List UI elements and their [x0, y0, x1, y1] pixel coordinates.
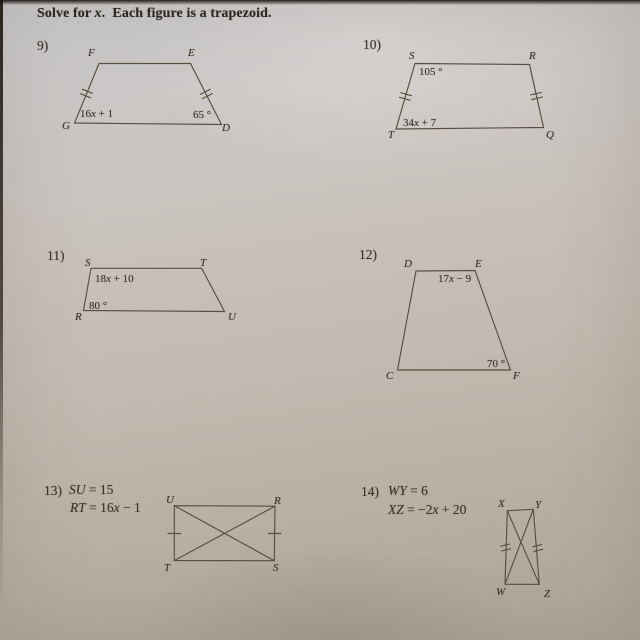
trapezoid-outline: [398, 271, 511, 371]
expr-part: 18: [95, 273, 106, 285]
vertex-label-G: G: [62, 120, 70, 132]
vertex-label-Y: Y: [535, 499, 542, 511]
figure-12-trapezoid: [398, 271, 511, 371]
eqn-part: = 6: [406, 483, 428, 498]
angle-expression-E: [438, 273, 471, 285]
given-equation-XZ: [388, 503, 466, 518]
vertex-label-E: E: [475, 258, 482, 270]
vertex-label-D: D: [222, 122, 230, 134]
photo-edge-top: [0, 0, 640, 5]
problem-number: 12): [359, 247, 377, 262]
expr-part: 34: [403, 117, 414, 129]
vertex-label-T: T: [164, 562, 171, 574]
expr-part: + 7: [418, 117, 437, 129]
vertex-label-S: S: [409, 50, 415, 62]
vertex-label-F: F: [88, 47, 95, 59]
vertex-label-S: S: [85, 257, 91, 269]
given-equation-WY: [388, 484, 428, 499]
figure-14-trapezoid: [501, 509, 543, 584]
expr-part: + 1: [95, 108, 114, 120]
vertex-label-F: F: [513, 370, 520, 382]
title-text: . Each figure is a trapezoid.: [101, 6, 272, 21]
problem-number: 13): [44, 483, 62, 498]
expr-part: + 10: [110, 273, 134, 285]
vertex-label-R: R: [75, 311, 82, 323]
eqn-part: − 1: [119, 500, 141, 515]
vertex-label-U: U: [228, 311, 236, 323]
vertex-label-Q: Q: [546, 129, 554, 141]
eqn-part: = −2: [403, 502, 433, 517]
eqn-part: = 15: [85, 482, 114, 497]
eqn-variable: x: [113, 500, 120, 515]
title-text: Solve for: [37, 6, 95, 21]
expr-part: 16: [80, 108, 91, 120]
given-equation-RT: [70, 501, 141, 516]
problem-number: 11): [47, 248, 65, 263]
vertex-label-D: D: [404, 258, 412, 270]
photo-edge-left: [0, 0, 3, 640]
diagonal-YW: [505, 509, 533, 584]
problem-number: 14): [361, 484, 379, 499]
vertex-label-T: T: [388, 129, 395, 141]
angle-measure-F: 70 °: [487, 358, 506, 370]
expr-part: − 9: [453, 273, 472, 285]
vertex-label-T: T: [200, 257, 207, 269]
angle-measure-R: 80 °: [89, 300, 108, 312]
expr-variable: x: [414, 117, 419, 129]
vertex-label-E: E: [188, 47, 195, 59]
vertex-label-X: X: [498, 498, 505, 510]
figure-13-trapezoid: [168, 506, 281, 561]
vertex-label-W: W: [496, 586, 506, 598]
eqn-part: = 16: [85, 500, 114, 515]
problem-number: 9): [37, 38, 49, 53]
eqn-variable: RT: [70, 500, 86, 515]
eqn-variable: x: [432, 502, 439, 517]
angle-expression-S: [95, 273, 134, 285]
eqn-variable: WY: [388, 483, 407, 498]
eqn-variable: SU: [69, 482, 86, 497]
expr-variable: x: [449, 273, 454, 285]
vertex-label-S: S: [273, 562, 279, 574]
angle-expression-G: [80, 108, 113, 120]
vertex-label-Z: Z: [544, 588, 551, 600]
vertex-label-C: C: [386, 370, 394, 382]
eqn-variable: XZ: [388, 502, 404, 517]
angle-measure-D: 65 °: [193, 109, 212, 121]
expr-part: 17: [438, 273, 449, 285]
title-variable-x: x: [94, 6, 102, 21]
congruence-tick-double: [533, 545, 543, 552]
given-equation-SU: [69, 483, 113, 498]
expr-variable: x: [91, 108, 96, 120]
angle-measure-S: 105 °: [419, 66, 443, 78]
vertex-label-R: R: [274, 495, 281, 507]
problem-number: 10): [363, 37, 381, 52]
worksheet-title: [37, 6, 272, 21]
expr-variable: x: [106, 273, 111, 285]
angle-expression-T: [403, 117, 436, 129]
vertex-label-R: R: [529, 50, 536, 62]
vertex-label-U: U: [166, 494, 174, 506]
eqn-part: + 20: [438, 502, 467, 517]
